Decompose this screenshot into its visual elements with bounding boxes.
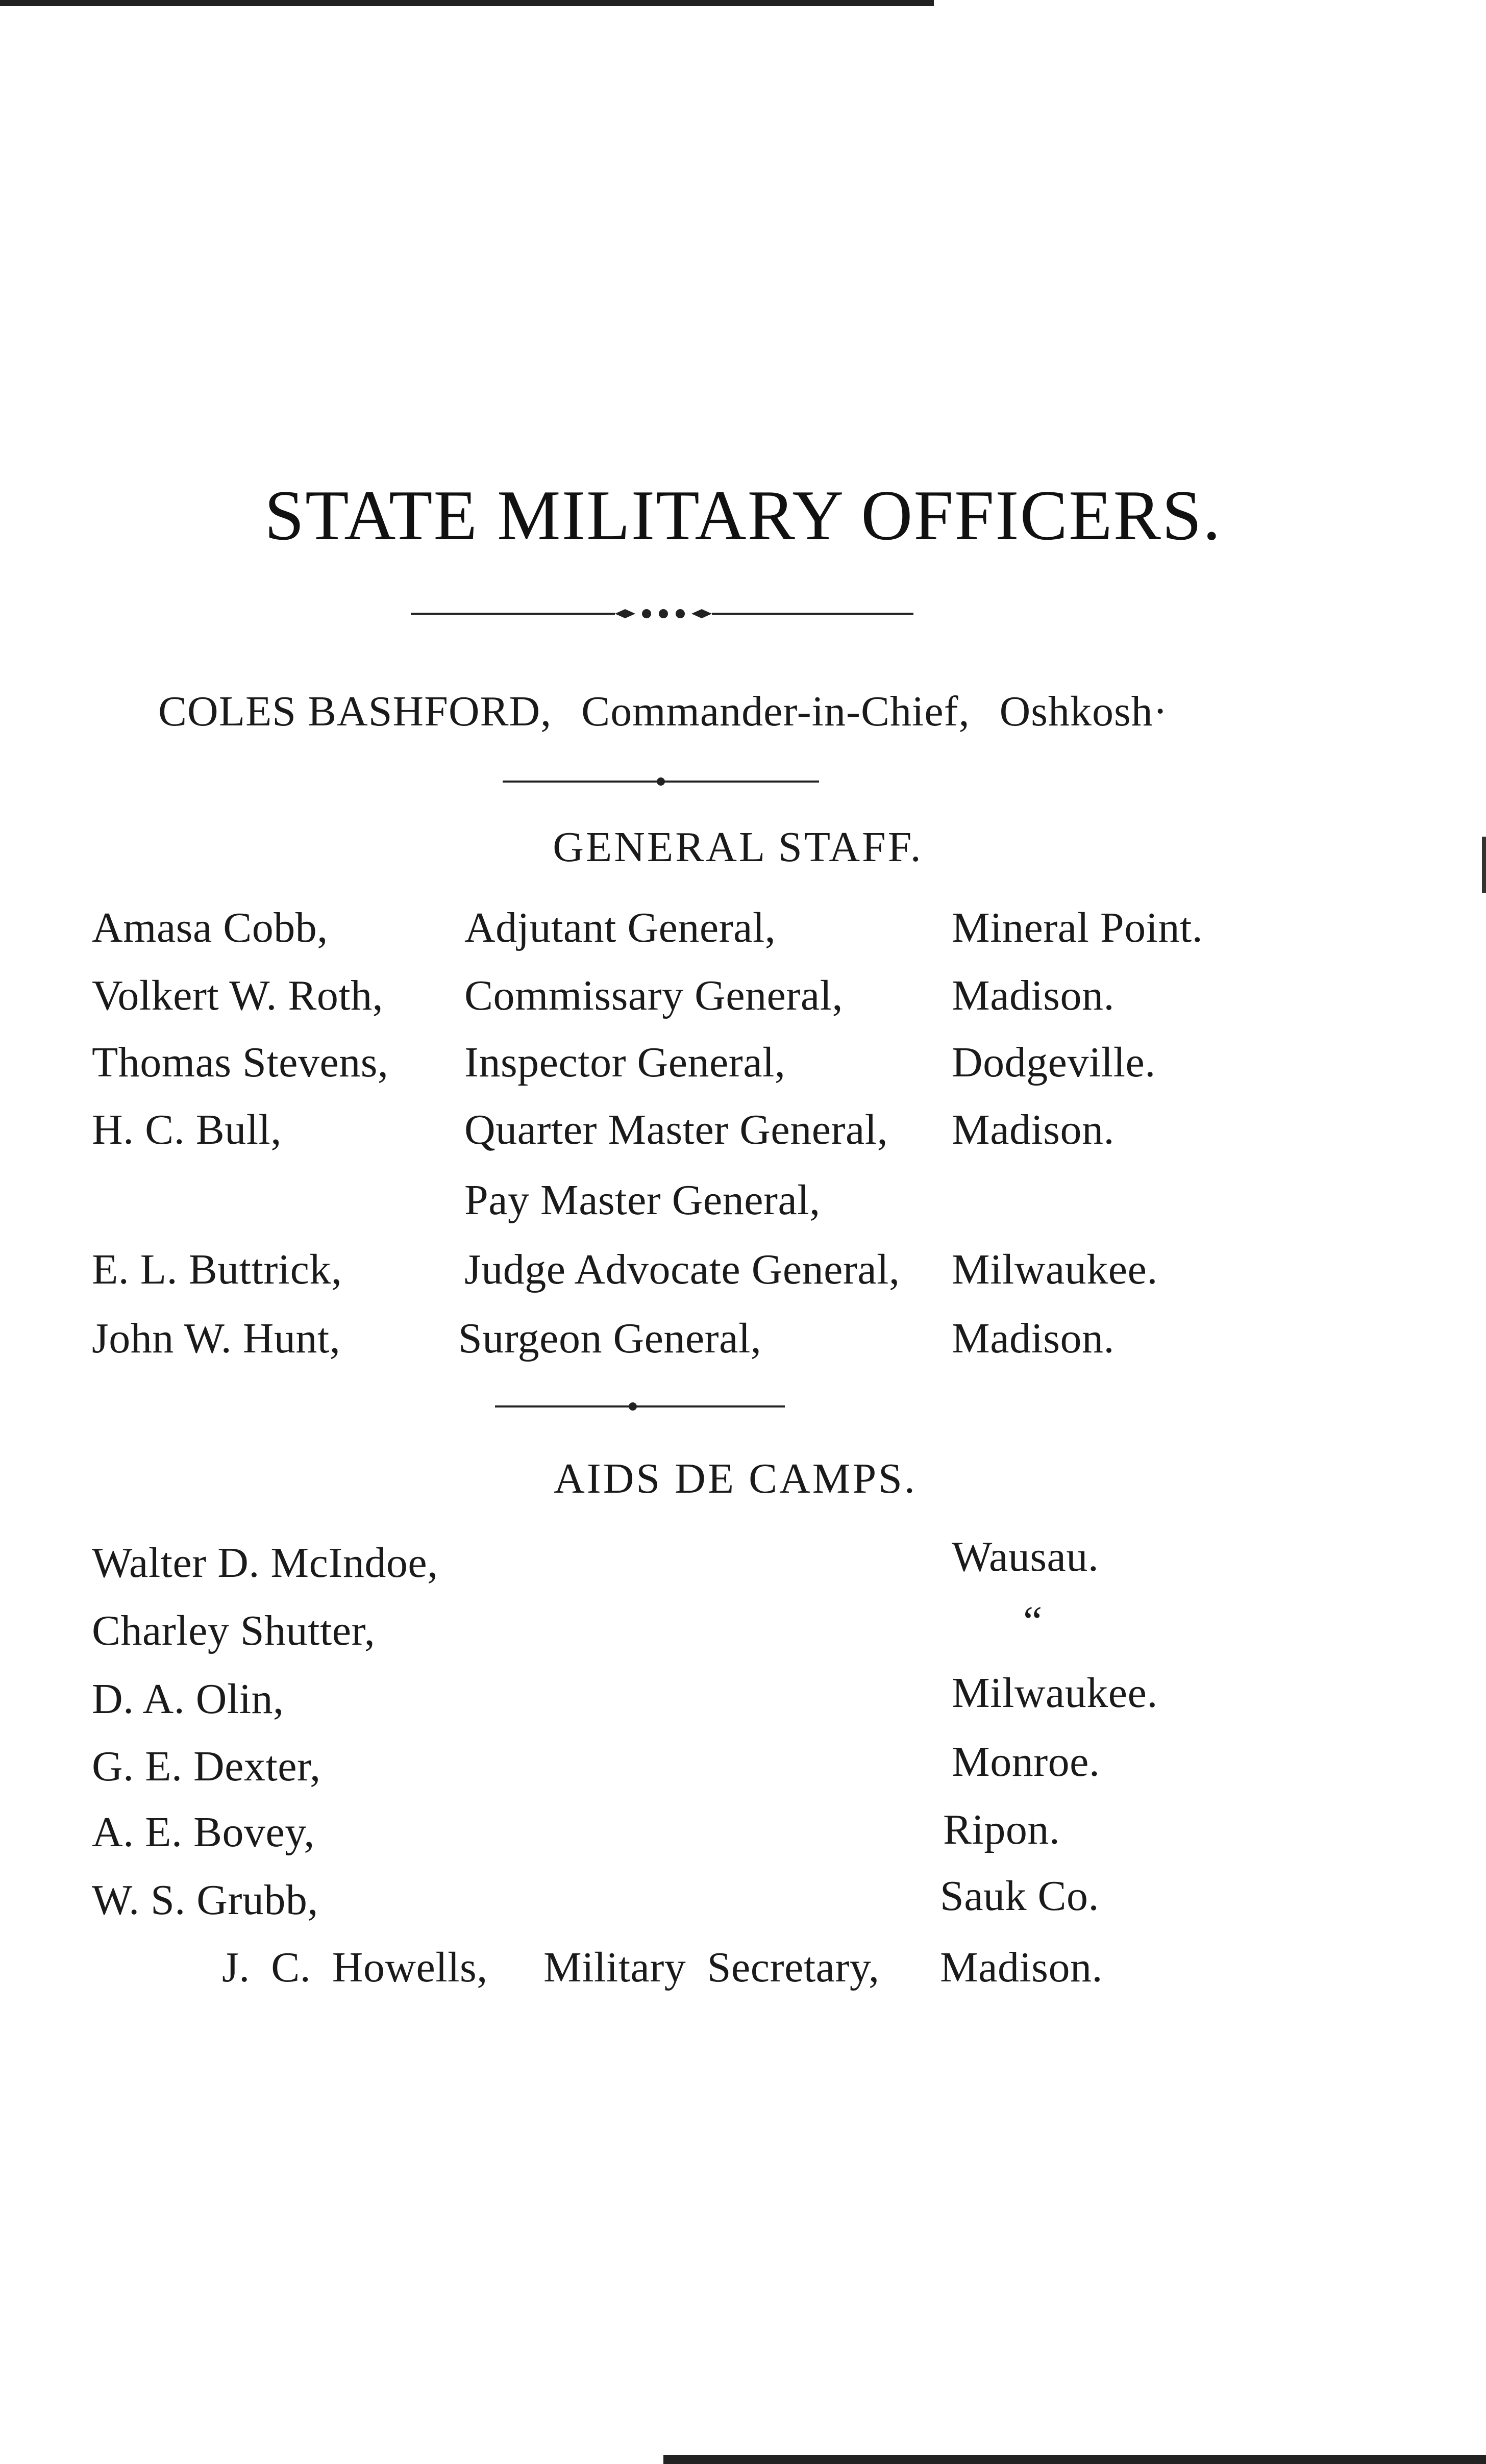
staff-row-6-place: Milwaukee. — [952, 1246, 1158, 1293]
commander-line — [158, 687, 1186, 736]
aide-row-1-place: Wausau. — [952, 1533, 1099, 1580]
aide-row-6-place: Sauk Co. — [940, 1872, 1100, 1920]
aide-row-4-name: G. E. Dexter, — [92, 1743, 321, 1790]
general-staff-heading: GENERAL STAFF. — [553, 823, 923, 871]
staff-row-4-name: H. C. Bull, — [92, 1106, 282, 1153]
divider-rule-1 — [503, 781, 819, 783]
scan-top-edge — [0, 0, 934, 6]
staff-row-4-title: Quarter Master General, — [464, 1106, 888, 1153]
aide-row-1-name: Walter D. McIndoe, — [92, 1539, 438, 1587]
staff-row-2-place: Madison. — [952, 972, 1114, 1019]
aide-row-2-place: “ — [1023, 1598, 1043, 1645]
staff-row-1-title: Adjutant General, — [464, 904, 776, 951]
staff-row-3-name: Thomas Stevens, — [92, 1039, 389, 1086]
commander-place: Oshkosh· — [999, 688, 1168, 735]
secretary-title: Military Secretary, — [543, 1944, 880, 1991]
divider-rule-2 — [495, 1405, 785, 1407]
staff-row-6-name: E. L. Buttrick, — [92, 1246, 342, 1293]
secretary-place: Madison. — [940, 1944, 1103, 1991]
scan-right-edge-mark — [1482, 837, 1486, 893]
ornamental-divider — [411, 606, 913, 621]
page-title: STATE MILITARY OFFICERS. — [264, 476, 1222, 555]
staff-row-5-title: Pay Master General, — [464, 1176, 821, 1224]
staff-row-7-title: Surgeon General, — [458, 1315, 762, 1362]
staff-row-3-title: Inspector General, — [464, 1039, 786, 1086]
aide-row-3-name: D. A. Olin, — [92, 1675, 284, 1723]
secretary-name: J. C. Howells, — [222, 1944, 488, 1991]
aids-de-camps-heading: AIDS DE CAMPS. — [554, 1455, 917, 1502]
staff-row-3-place: Dodgeville. — [952, 1039, 1156, 1086]
staff-row-6-title: Judge Advocate General, — [464, 1246, 900, 1293]
staff-row-2-title: Commissary General, — [464, 972, 843, 1019]
scan-bottom-edge — [663, 2455, 1486, 2464]
aide-row-2-name: Charley Shutter, — [92, 1607, 376, 1654]
aide-row-4-place: Monroe. — [952, 1738, 1100, 1786]
staff-row-7-place: Madison. — [952, 1315, 1114, 1362]
staff-row-1-place: Mineral Point. — [952, 904, 1203, 951]
aide-row-5-name: A. E. Bovey, — [92, 1808, 315, 1856]
aide-row-6-name: W. S. Grubb, — [92, 1876, 318, 1924]
staff-row-1-name: Amasa Cobb, — [92, 904, 328, 951]
staff-row-2-name: Volkert W. Roth, — [92, 972, 384, 1019]
staff-row-4-place: Madison. — [952, 1106, 1114, 1153]
staff-row-7-name: John W. Hunt, — [92, 1315, 341, 1362]
aide-row-5-place: Ripon. — [943, 1806, 1060, 1853]
commander-title: Commander-in-Chief, — [581, 688, 970, 735]
commander-name: COLES BASHFORD, — [158, 688, 552, 735]
aide-row-3-place: Milwaukee. — [952, 1669, 1158, 1717]
